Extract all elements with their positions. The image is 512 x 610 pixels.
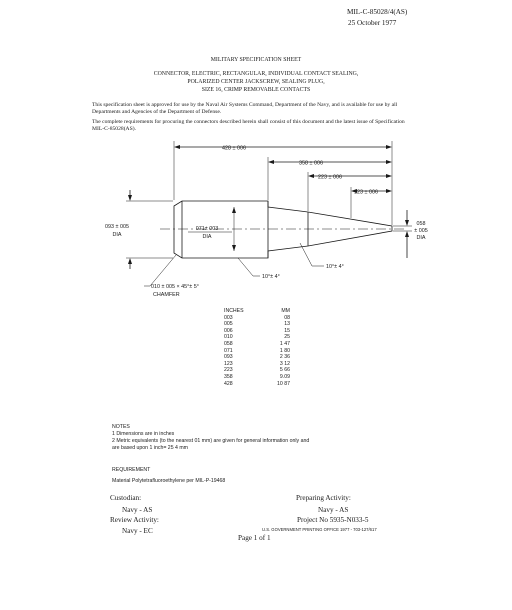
custodian-value: Navy - AS xyxy=(122,506,153,514)
angle-1-label: 10°± 4° xyxy=(262,274,280,280)
mm-cell: 2 36 xyxy=(279,354,290,361)
table-header-row xyxy=(220,308,294,315)
table-row xyxy=(220,341,294,348)
conversion-table xyxy=(220,308,294,387)
dim-358-label: 358 ± 006 xyxy=(299,160,323,167)
printing-office-line: U.S. GOVERNMENT PRINTING OFFICE 1977 - 703-127/617 xyxy=(262,527,377,532)
notes-heading: NOTES xyxy=(112,424,130,430)
notes-section xyxy=(112,424,309,452)
dia-tip-label: DIA xyxy=(416,235,426,241)
document-number: MIL-C-85028/4(AS) xyxy=(347,8,408,16)
project-number: Project No 5935-N033-5 xyxy=(297,516,369,524)
table-row xyxy=(220,381,294,388)
mm-cell: 10 87 xyxy=(277,380,290,387)
dim-123-label: 123 ± 006 xyxy=(354,189,378,196)
mm-cell: 08 xyxy=(284,314,290,321)
table-row xyxy=(220,374,294,381)
preparing-activity-value: Navy - AS xyxy=(318,506,349,514)
mm-cell: 5 66 xyxy=(279,367,290,374)
conversion-rows xyxy=(220,315,294,388)
table-row xyxy=(220,354,294,361)
dia-left-label: DIA xyxy=(112,232,122,238)
inches-cell: 358 xyxy=(224,373,233,380)
inches-cell: 006 xyxy=(224,327,233,334)
chamfer-value: 010 ± 005 × 45°± 5° xyxy=(151,284,199,290)
table-row xyxy=(220,334,294,341)
mm-cell: 25 xyxy=(284,334,290,341)
page-number: Page 1 of 1 xyxy=(238,534,271,542)
column-header-inches: INCHES xyxy=(224,308,244,314)
chamfer-label: CHAMFER xyxy=(153,292,180,298)
preparing-activity-label: Preparing Activity: xyxy=(296,494,351,502)
review-activity-label: Review Activity: xyxy=(110,516,159,524)
dia-inner-value: 071± 003 xyxy=(195,226,219,232)
inches-cell: 003 xyxy=(224,314,233,321)
mm-cell: 15 xyxy=(284,327,290,334)
custodian-label: Custodian: xyxy=(110,494,142,502)
table-row xyxy=(220,367,294,374)
note-2-continued: are based upon 1 inch= 25 4 mm xyxy=(112,445,188,451)
inches-cell: 428 xyxy=(224,380,233,387)
review-activity-value: Navy - EC xyxy=(122,527,153,535)
inches-cell: 010 xyxy=(224,334,233,341)
mm-cell: 13 xyxy=(284,321,290,328)
inches-cell: 223 xyxy=(224,367,233,374)
dia-left-value: 093 ± 005 xyxy=(105,224,129,230)
intro-paragraph-1: This specification sheet is approved for use by the Naval Air Systems Command, Department of the Navy, and is available for use by all Departments and Agencies of the Department of Defense. xyxy=(92,102,398,115)
table-row xyxy=(220,328,294,335)
inches-cell: 071 xyxy=(224,347,233,354)
angle-2-label: 10°± 4° xyxy=(326,264,344,270)
note-1: 1 Dimensions are in inches xyxy=(112,431,175,437)
dia-inner-label: DIA xyxy=(202,234,212,240)
requirement-heading: REQUIREMENT xyxy=(112,467,151,473)
table-row xyxy=(220,361,294,368)
inches-cell: 093 xyxy=(224,354,233,361)
dim-overall-label: 428 ± 006 xyxy=(222,145,246,152)
sheet-title: MILITARY SPECIFICATION SHEET xyxy=(210,57,302,63)
inches-cell: 123 xyxy=(224,360,233,367)
title-line-2: POLARIZED CENTER JACKSCREW, SEALING PLUG, xyxy=(187,79,325,85)
dia-tip-value-a: 058 xyxy=(416,221,426,227)
title-line-3: SIZE 16, CRIMP REMOVABLE CONTACTS xyxy=(201,87,311,93)
dim-223-label: 223 ± 006 xyxy=(318,174,342,181)
mm-cell: 3 12 xyxy=(279,360,290,367)
document-date: 25 October 1977 xyxy=(348,19,397,27)
table-row xyxy=(220,321,294,328)
inches-cell: 005 xyxy=(224,321,233,328)
requirement-text: Material Polytetrafluoroethylene per MIL-P-19468 xyxy=(112,478,226,484)
note-2: 2 Metric equivalents (to the nearest 01 mm) are given for general information only and xyxy=(112,438,310,444)
column-header-mm: MM xyxy=(281,308,290,314)
table-row xyxy=(220,315,294,322)
mm-cell: 9.09 xyxy=(279,373,290,380)
mm-cell: 1 80 xyxy=(279,347,290,354)
mm-cell: 1 47 xyxy=(279,340,290,347)
table-row xyxy=(220,348,294,355)
dia-tip-value-b: ± 005 xyxy=(414,228,428,234)
intro-paragraph-2: The complete requirements for procuring the connectors described herein shall consist of this document and the latest issue of Specification MIL-C-85028(AS). xyxy=(92,119,405,132)
title-line-1: CONNECTOR, ELECTRIC, RECTANGULAR, INDIVIDUAL CONTACT SEALING, xyxy=(153,71,359,77)
inches-cell: 058 xyxy=(224,340,233,347)
